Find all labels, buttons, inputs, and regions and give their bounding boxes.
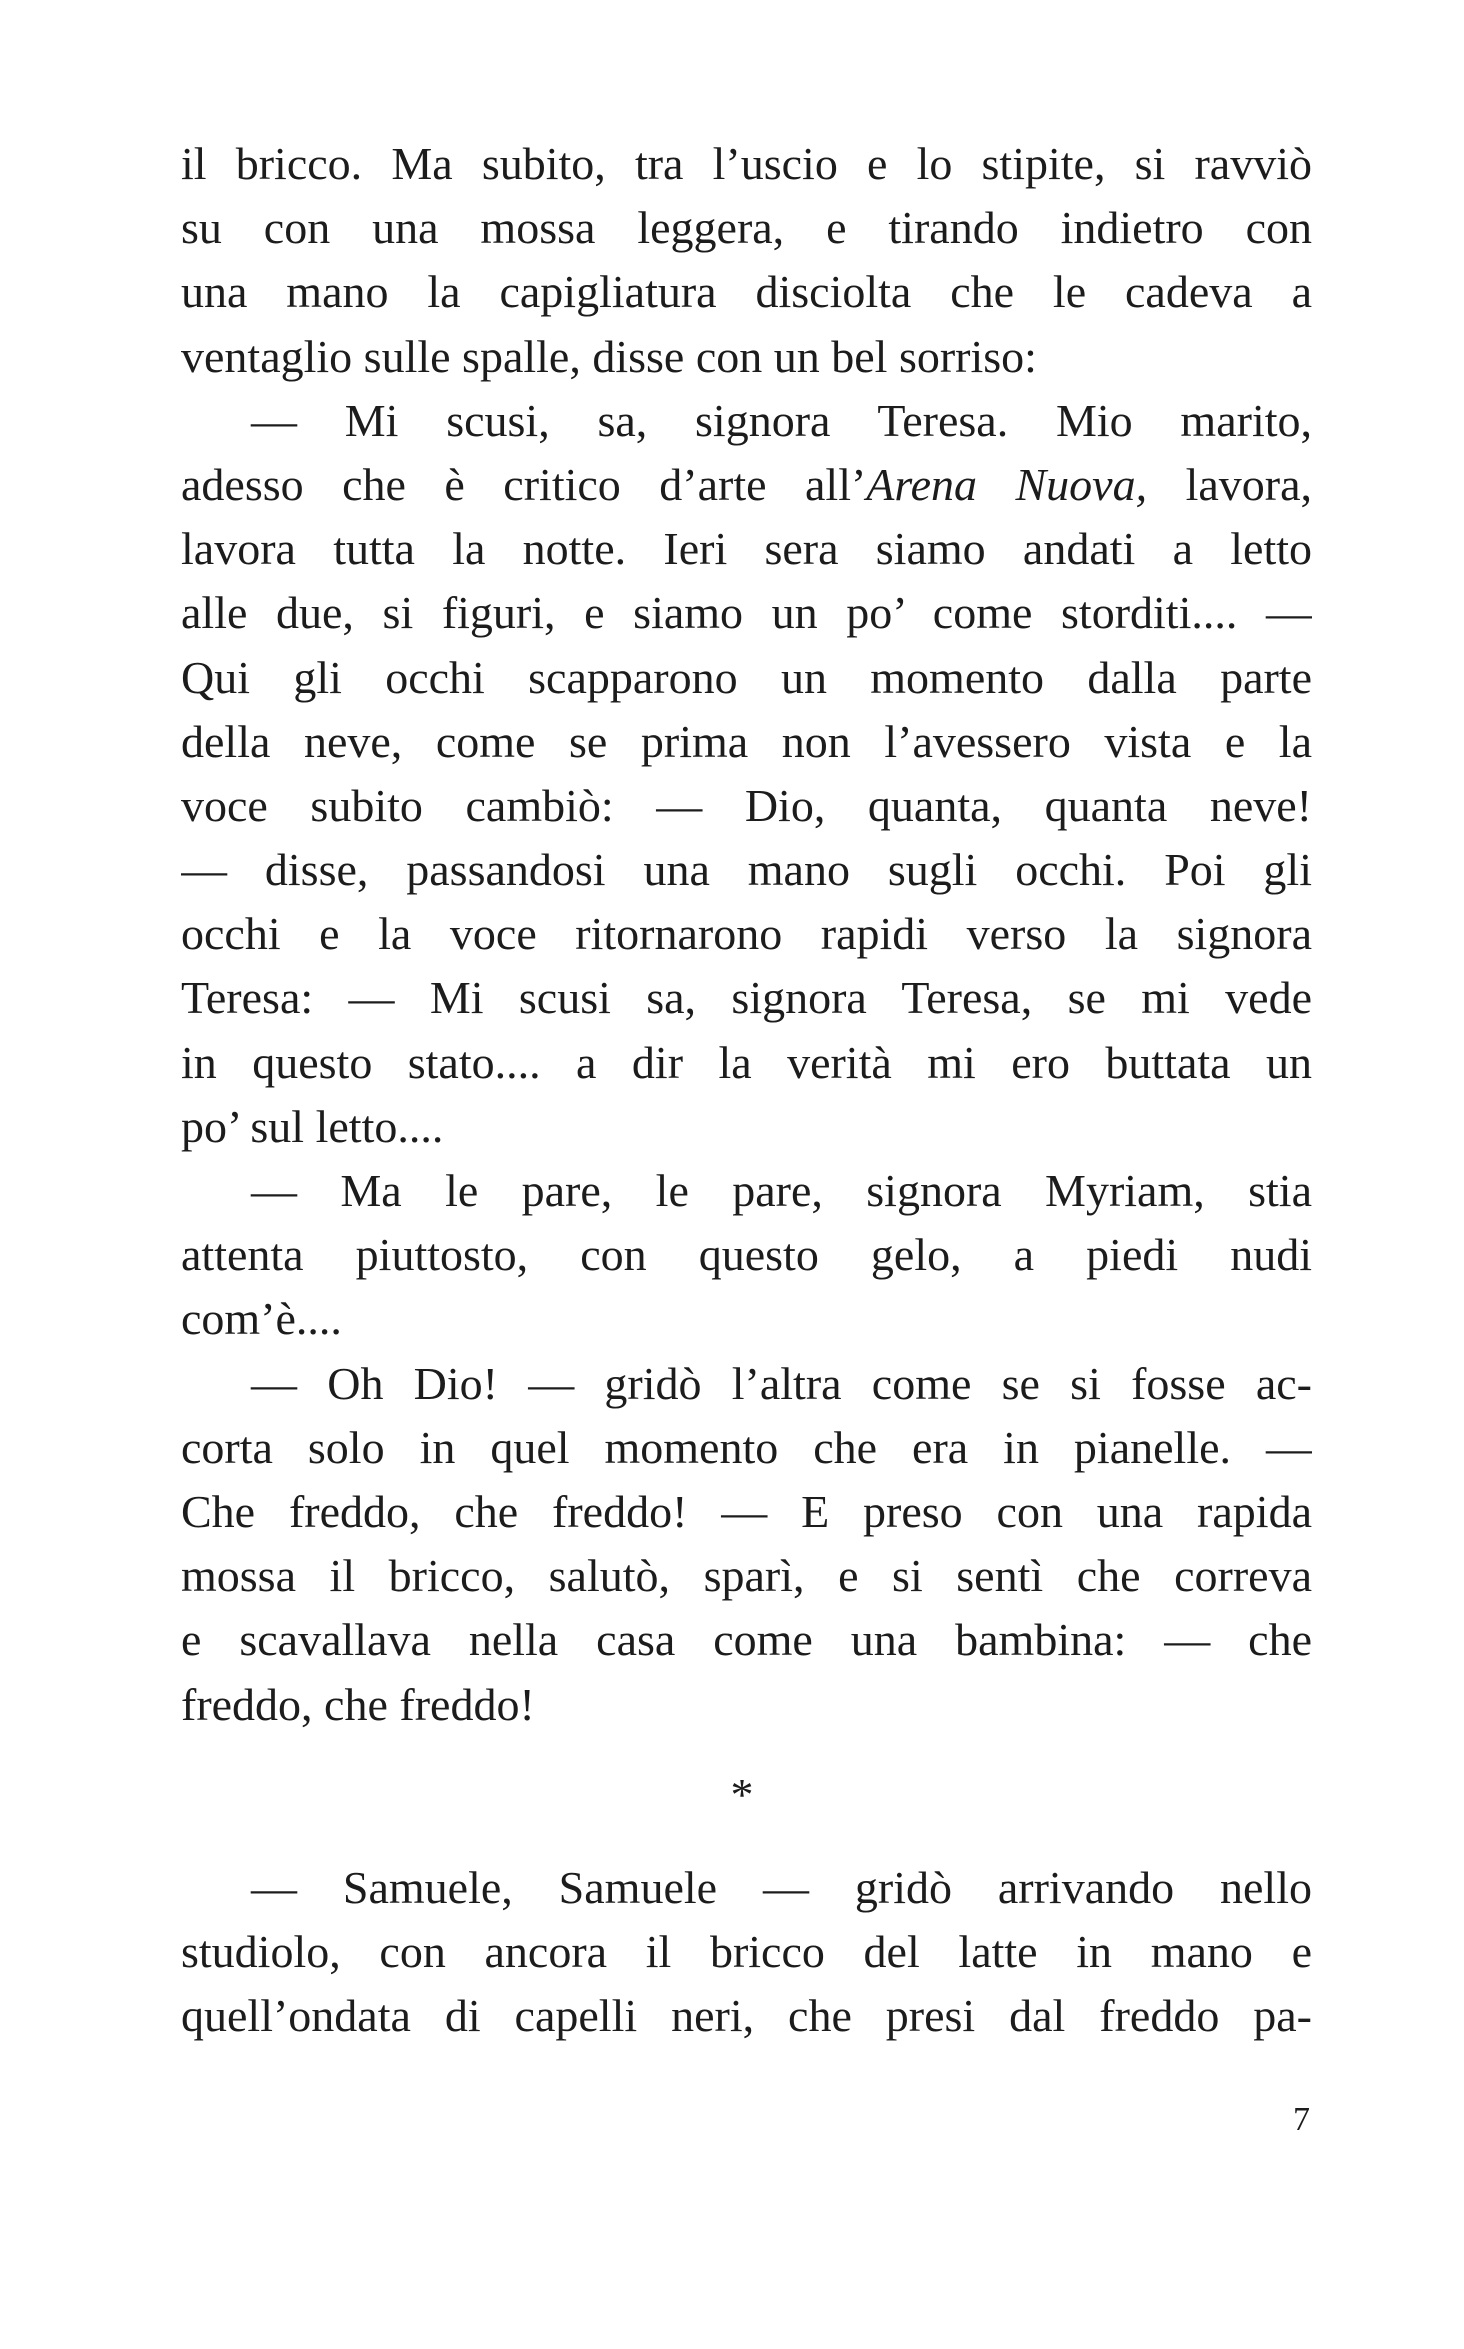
line-text: — Samuele, Samuele — gridò arrivando nello [251, 1862, 1312, 1913]
line-text: occhi e la voce ritornarono rapidi verso la signora [181, 908, 1312, 960]
text-line [181, 838, 1312, 902]
line-text: po’ sul letto.... [181, 1100, 444, 1152]
text-line [181, 774, 1312, 838]
text-line [181, 710, 1312, 774]
page-number: 7 [1293, 2101, 1310, 2138]
text-line [181, 1352, 1312, 1416]
line-text: adesso che è critico d’arte all’ [181, 458, 867, 510]
text-line [181, 260, 1312, 324]
text-line [181, 1544, 1312, 1608]
line-text: lavora tutta la notte. Ieri sera siamo andati a letto [181, 523, 1312, 575]
text-line [181, 1287, 1312, 1351]
line-text: freddo, che freddo! [181, 1678, 535, 1730]
text-line [181, 453, 1312, 517]
text-line [181, 646, 1312, 710]
text-line [181, 132, 1312, 196]
line-text: Qui gli occhi scapparono un momento dalla parte [181, 651, 1312, 703]
text-line [181, 1159, 1312, 1223]
text-line [181, 902, 1312, 966]
text-line [181, 325, 1312, 389]
line-text: — Oh Dio! — gridò l’altra come se si fosse ac- [251, 1357, 1312, 1409]
line-text: Teresa: — Mi scusi sa, signora Teresa, se mi vede [181, 972, 1312, 1024]
line-text: il bricco. Ma subito, tra l’uscio e lo stipite, si ravviò [181, 138, 1312, 189]
body-text-bottom [181, 1856, 1312, 2049]
text-line [181, 1223, 1312, 1287]
text-line [181, 1984, 1312, 2048]
line-text: in questo stato.... a dir la verità mi ero buttata un [181, 1036, 1312, 1088]
line-text: voce subito cambiò: — Dio, quanta, quanta neve! [181, 779, 1312, 831]
line-text: com’è.... [181, 1293, 342, 1345]
text-line [181, 1673, 1312, 1737]
line-text: — disse, passandosi una mano sugli occhi. Poi gli [181, 844, 1312, 896]
text-line [181, 1608, 1312, 1672]
line-text: Che freddo, che freddo! — E preso con una rapida [181, 1485, 1312, 1537]
text-line [181, 1416, 1312, 1480]
text-line [181, 1920, 1312, 1984]
line-text: studiolo, con ancora il bricco del latte in mano e [181, 1926, 1312, 1978]
text-line [181, 966, 1312, 1030]
text-line [181, 1856, 1312, 1920]
body-text-top [181, 132, 1312, 1737]
line-text: — Ma le pare, le pare, signora Myriam, stia [251, 1165, 1312, 1216]
line-text: ventaglio sulle spalle, disse con un bel sorriso: [181, 330, 1037, 382]
line-text: quell’ondata di capelli neri, che presi dal freddo pa- [181, 1990, 1312, 2042]
line-text: su con una mossa leggera, e tirando indietro con [181, 202, 1312, 254]
section-separator: * [730, 1769, 754, 1820]
line-text: e scavallava nella casa come una bambina: — che [181, 1614, 1312, 1666]
line-text: — Mi scusi, sa, signora Teresa. Mio marito, [251, 394, 1312, 446]
line-text: alle due, si figuri, e siamo un po’ come storditi.... — [181, 587, 1312, 639]
line-text: lavora, [1147, 458, 1312, 510]
line-text: corta solo in quel momento che era in pianelle. — [181, 1421, 1312, 1473]
line-text: della neve, come se prima non l’avessero vista e la [181, 715, 1312, 767]
text-line [181, 1031, 1312, 1095]
text-line [181, 517, 1312, 581]
text-line [181, 196, 1312, 260]
line-text: attenta piuttosto, con questo gelo, a piedi nudi [181, 1229, 1312, 1281]
text-line [181, 389, 1312, 453]
text-line [181, 581, 1312, 645]
text-line [181, 1480, 1312, 1544]
line-text: mossa il bricco, salutò, sparì, e si sentì che correva [181, 1550, 1312, 1602]
line-text: una mano la capigliatura disciolta che le cadeva a [181, 266, 1312, 318]
italic-title-text: Arena Nuova, [866, 458, 1148, 510]
text-line [181, 1095, 1312, 1159]
